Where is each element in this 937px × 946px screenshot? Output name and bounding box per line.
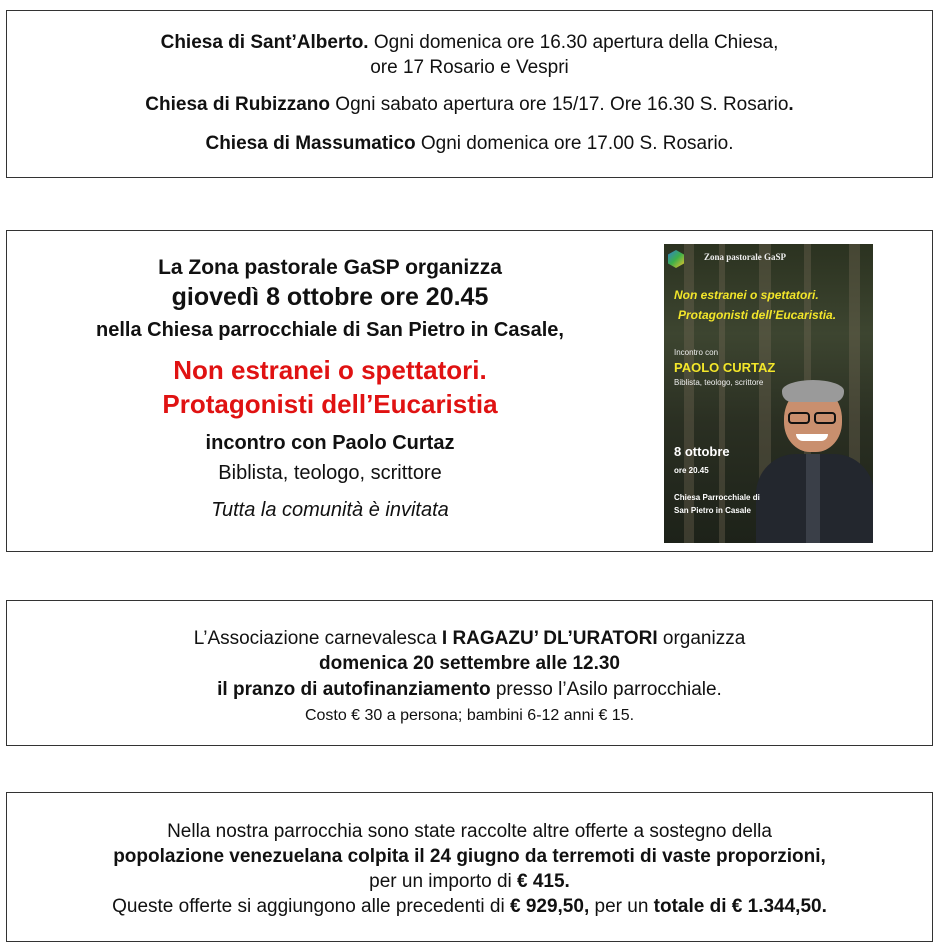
event-date: giovedì 8 ottobre ore 20.45 (171, 283, 489, 311)
event-poster (664, 244, 873, 543)
donations-amount: € 415. (517, 871, 570, 892)
lunch-box (6, 600, 933, 746)
santalberto-text: Ogni domenica ore 16.30 apertura della Chiesa, (368, 32, 779, 53)
event-location: nella Chiesa parrocchiale di San Pietro in Casale, (96, 319, 564, 341)
santalberto-line2: ore 17 Rosario e Vespri (370, 57, 569, 78)
lunch-event-name: il pranzo di autofinanziamento (217, 679, 491, 700)
poster-date: 8 ottobre (674, 444, 730, 459)
lunch-cost: Costo € 30 a persona; bambini 6-12 anni € 15. (304, 707, 635, 724)
poster-name: PAOLO CURTAZ (674, 360, 776, 375)
poster-title-1: Non estranei o spettatori. (674, 288, 819, 302)
event-box (6, 230, 933, 552)
rubizzano-line (7, 93, 932, 117)
event-speaker: incontro con Paolo Curtaz (205, 432, 455, 454)
donations-prev-label: Queste offerte si aggiungono alle precedenti di (112, 896, 510, 917)
santalberto-line (7, 31, 932, 55)
donations-line-4 (7, 895, 932, 919)
lunch-organizer-c: organizza (657, 628, 746, 649)
donations-line-2: popolazione venezuelana colpita il 24 giugno da terremoti di vaste proporzioni, (113, 846, 826, 867)
event-title-1: Non estranei o spettatori. (173, 355, 487, 385)
massumatico-text: Ogni domenica ore 17.00 S. Rosario. (415, 133, 734, 154)
lunch-event-place: presso l’Asilo parrocchiale. (490, 679, 722, 700)
poster-header: Zona pastorale GaSP (704, 252, 787, 262)
donations-prev-amount: € 929,50, (509, 896, 590, 917)
donations-total-label: per un (589, 896, 654, 917)
poster-title-2: Protagonisti dell’Eucaristia. (678, 308, 837, 322)
massumatico-label: Chiesa di Massumatico (205, 133, 416, 154)
poster-place-1: Chiesa Parrocchiale di (674, 493, 760, 502)
donations-line-1: Nella nostra parrocchia sono state raccolte altre offerte a sostegno della (167, 821, 772, 842)
event-speaker-role: Biblista, teologo, scrittore (218, 462, 442, 484)
donations-box (6, 792, 933, 942)
lunch-association: I RAGAZU’ DL’URATORI (441, 628, 658, 649)
donations-amount-label: per un importo di (369, 871, 518, 892)
schedule-box (6, 10, 933, 178)
lunch-date: domenica 20 settembre alle 12.30 (319, 653, 620, 674)
lunch-organizer (7, 628, 932, 650)
poster-role: Biblista, teologo, scrittore (674, 378, 764, 387)
rubizzano-end: . (788, 94, 794, 115)
event-organizer: La Zona pastorale GaSP organizza (158, 256, 502, 279)
santalberto-label: Chiesa di Sant’Alberto. (160, 32, 369, 53)
lunch-event (7, 679, 932, 701)
poster-place-2: San Pietro in Casale (674, 506, 751, 515)
donations-total: totale di € 1.344,50. (653, 896, 827, 917)
rubizzano-text: Ogni sabato apertura ore 15/17. Ore 16.30 S. Rosario (330, 94, 789, 115)
donations-line-3 (7, 870, 932, 894)
massumatico-line (7, 132, 932, 156)
poster-time: ore 20.45 (674, 466, 709, 475)
speaker-photo (756, 372, 873, 543)
poster-incontro: Incontro con (674, 348, 719, 357)
event-invite: Tutta la comunità è invitata (211, 499, 449, 521)
rubizzano-label: Chiesa di Rubizzano (145, 94, 331, 115)
gasp-logo-icon (668, 250, 684, 268)
lunch-organizer-a: L’Associazione carnevalesca (193, 628, 442, 649)
event-title-2: Protagonisti dell’Eucaristia (162, 389, 498, 419)
